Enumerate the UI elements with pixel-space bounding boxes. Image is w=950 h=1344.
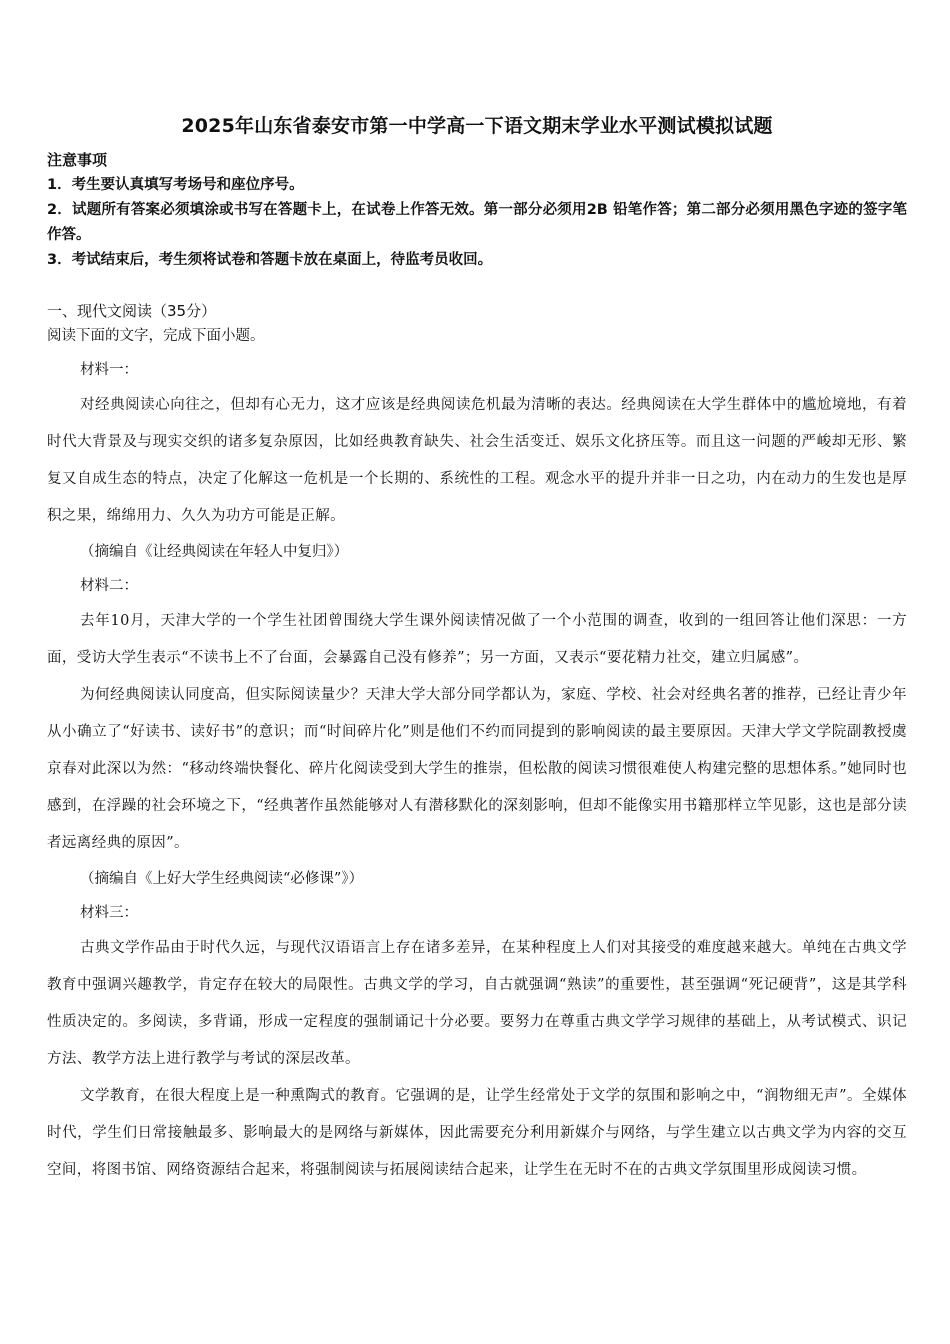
material-source: （摘编自《让经典阅读在年轻人中复归》） xyxy=(80,544,349,560)
notice-heading: 注意事项 xyxy=(47,151,108,169)
page-title: 2025年山东省泰安市第一中学高一下语文期末学业水平测试模拟试题 xyxy=(181,115,773,137)
material-label: 材料三： xyxy=(80,905,138,921)
material-1 xyxy=(47,353,907,569)
exam-page xyxy=(47,112,907,1189)
notice-block xyxy=(47,148,907,273)
material-label: 材料二： xyxy=(80,578,138,594)
material-paragraph: 为何经典阅读认同度高，但实际阅读量少？天津大学大部分同学都认为，家庭、学校、社会对经典名著的推荐，已经让青少年从小确立了“好读书、读好书”的意识；而“时间碎片化”则是他们不约而同提到的影响阅读的最主要原因。天津大学文学院副教授虞京春对此深以为然：“移动终端快餐化、碎片化阅读受到大学生的推崇，但松散的阅读习惯很难使人构建完整的思想体系。”她同时也感到，在浮躁的社会环境之下，“经典著作虽然能够对人有潜移默化的深刻影响，但却不能像实用书籍那样立竿见影，这也是部分读者远离经典的原因”。 xyxy=(47,687,907,851)
material-2 xyxy=(47,569,907,896)
notice-item-2: 2．试题所有答案必须填涂或书写在答题卡上，在试卷上作答无效。第一部分必须用2B 铅笔作答；第二部分必须用黑色字迹的签字笔作答。 xyxy=(47,202,907,243)
material-paragraph: 对经典阅读心向往之，但却有心无力，这才应该是经典阅读危机最为清晰的表达。经典阅读在大学生群体中的尴尬境地，有着时代大背景及与现实交织的诸多复杂原因，比如经典教育缺失、社会生活变迁、娱乐文化挤压等。而且这一问题的严峻却无形、繁复又自成生态的特点，决定了化解这一危机是一个长期的、系统性的工程。观念水平的提升并非一日之功，内在动力的生发也是厚积之果，绵绵用力、久久为功方可能是正解。 xyxy=(47,397,907,524)
section-instruction: 阅读下面的文字，完成下面小题。 xyxy=(47,328,265,344)
material-paragraph: 去年10月，天津大学的一个学生社团曾围绕大学生课外阅读情况做了一个小范围的调查，收到的一组回答让他们深思：一方面，受访大学生表示“不读书上不了台面，会暴露自己没有修养”；另一方面，又表示“要花精力社交，建立归属感”。 xyxy=(47,613,907,666)
material-label: 材料一： xyxy=(80,362,138,378)
material-3 xyxy=(47,896,907,1189)
notice-item-3: 3．考试结束后，考生须将试卷和答题卡放在桌面上，待监考员收回。 xyxy=(47,252,493,268)
notice-item-1: 1．考生要认真填写考场号和座位序号。 xyxy=(47,177,304,193)
material-paragraph: 文学教育，在很大程度上是一种熏陶式的教育。它强调的是，让学生经常处于文学的氛围和影响之中，“润物细无声”。全媒体时代，学生们日常接触最多、影响最大的是网络与新媒体，因此需要充分利用新媒介与网络，与学生建立以古典文学为内容的交互空间，将图书馆、网络资源结合起来，将强制阅读与拓展阅读结合起来，让学生在无时不在的古典文学氛围里形成阅读习惯。 xyxy=(47,1088,907,1178)
material-paragraph: 古典文学作品由于时代久远，与现代汉语语言上存在诸多差异，在某种程度上人们对其接受的难度越来越大。单纯在古典文学教育中强调兴趣教学，肯定存在较大的局限性。古典文学的学习，自古就强调“熟读”的重要性，甚至强调“死记硬背”，这是其学科性质决定的。多阅读，多背诵，形成一定程度的强制诵记十分必要。要努力在尊重古典文学学习规律的基础上，从考试模式、识记方法、教学方法上进行教学与考试的深层改革。 xyxy=(47,940,907,1067)
section-heading: 一、现代文阅读（35分） xyxy=(47,302,217,320)
reading-section xyxy=(47,299,907,1189)
material-source: （摘编自《上好大学生经典阅读“必修课”》） xyxy=(80,871,364,887)
